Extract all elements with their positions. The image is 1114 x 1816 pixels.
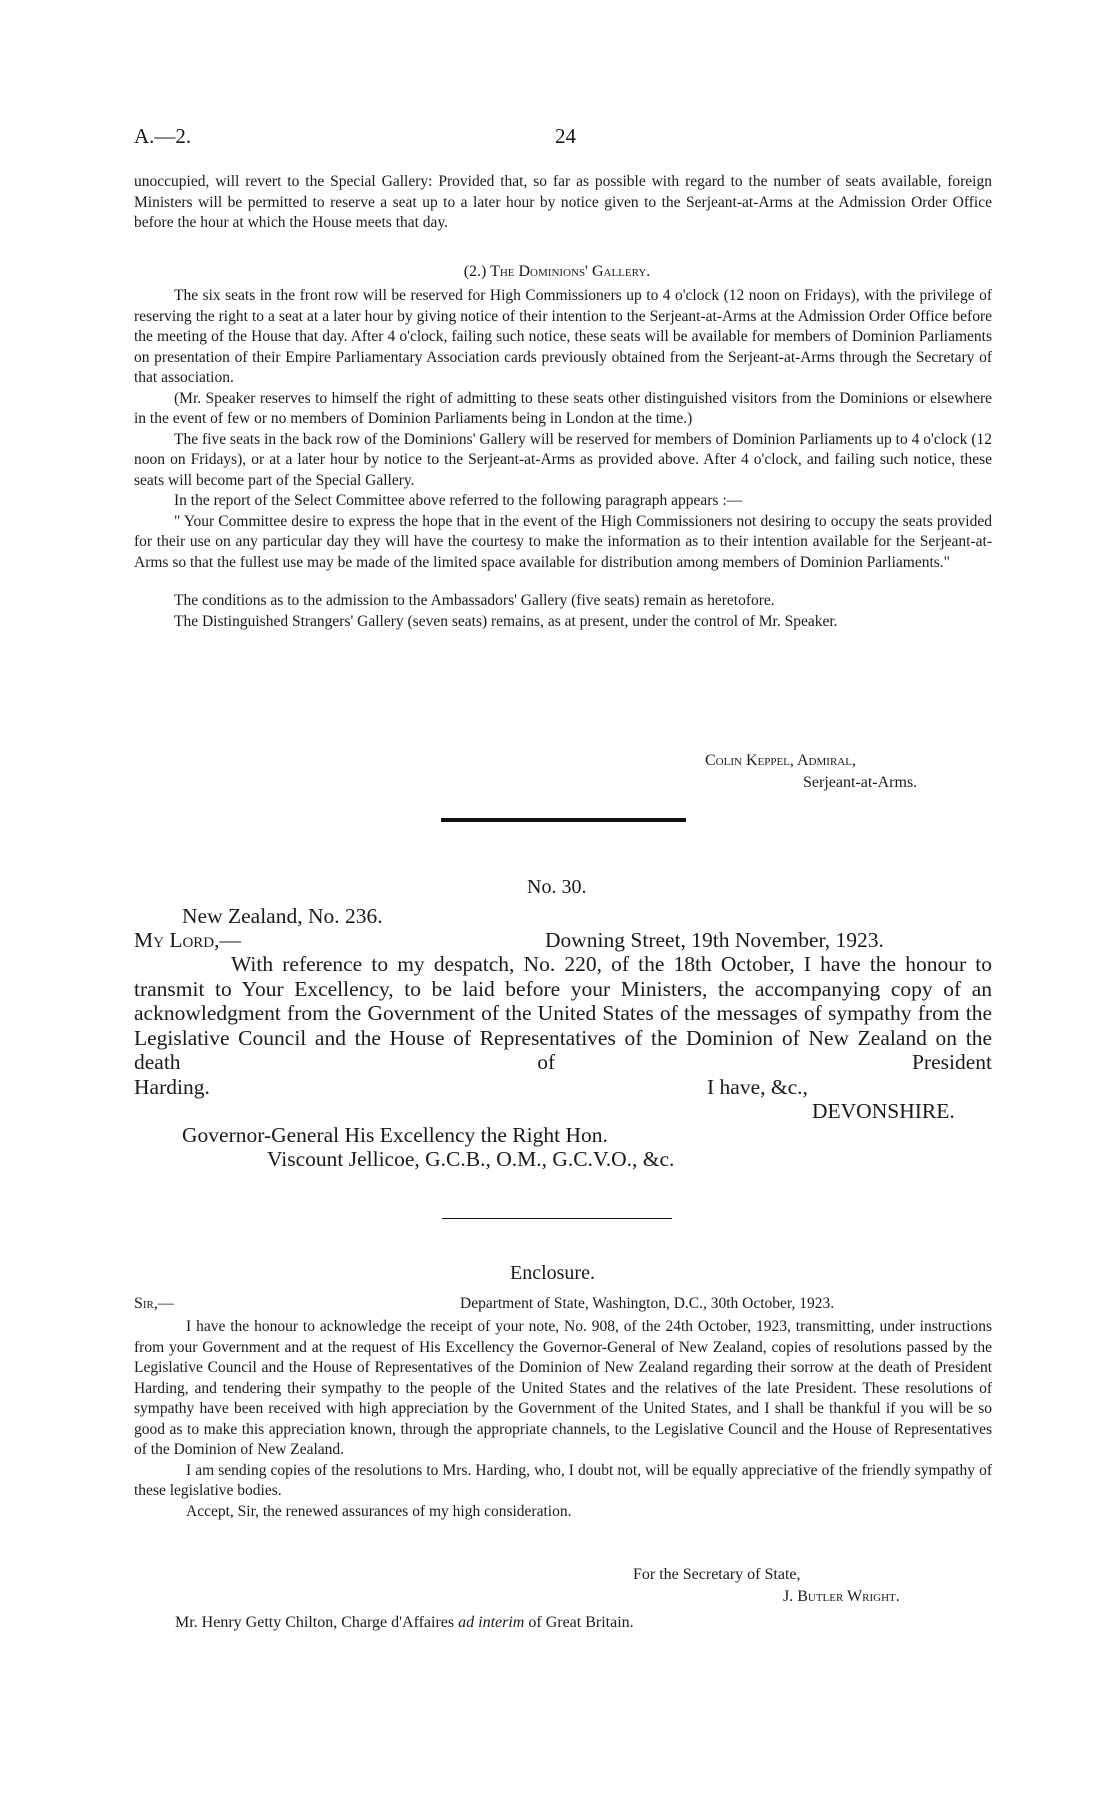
despatch-body — [134, 952, 992, 1075]
despatch-addressee-1: Governor-General His Excellency the Right Hon. — [182, 1123, 608, 1147]
paragraph: (Mr. Speaker reserves to himself the right of admitting to these seats other distinguished visitors from the Dominions or elsewhere in the event of few or no members of Dominion Parliaments being in London at the time.) — [134, 389, 992, 427]
series-code: A.—2. — [134, 124, 192, 148]
despatch-reference: New Zealand, No. 236. — [182, 904, 383, 928]
paragraph: I have the honour to acknowledge the receipt of your note, No. 908, of the 24th October, 1923, transmitting, under instructions from your Government and at the request of His Excellency the Governor-General of New Zealand, copies of resolutions passed by the Legislative Council and the House of Representatives of the Dominion of New Zealand regarding their sorrow at the death of President Harding, and tendering their sympathy to the people of the United States and the relatives of the late President. These resolutions of sympathy have been received with high appreciation by the Government of the United States, and I shall be thankful if you will be so good as to make this appreciation known, through the appropriate channels, to the Legislative Council and the House of Representatives of the Dominion of New Zealand. — [134, 1318, 992, 1458]
paragraph: In the report of the Select Committee above referred to the following paragraph appears :— — [174, 492, 743, 509]
despatch-body-end: Harding. — [134, 1075, 210, 1099]
despatch-signatory: DEVONSHIRE. — [812, 1099, 955, 1123]
paragraph: The conditions as to the admission to the Ambassadors' Gallery (five seats) remain as heretofore. — [174, 592, 775, 609]
paragraph: Accept, Sir, the renewed assurances of my high consideration. — [186, 1502, 572, 1520]
enclosure-salutation: Sir,— — [134, 1295, 174, 1312]
enclosure-place-date: Department of State, Washington, D.C., 30th October, 1923. — [460, 1295, 835, 1312]
quotation: " Your Committee desire to express the hope that in the event of the High Commissioners not desiring to occupy the seats provided for their use on any particular day they will have the courtesy to make the information as to their intention available for the Serjeant-at-Arms so that the fullest use may be made of the limited space available for distribution among members of Dominion Parliaments." — [134, 512, 992, 571]
despatch-place-date: Downing Street, 19th November, 1923. — [545, 928, 884, 952]
signature-name: Colin Keppel, Admiral, — [705, 752, 856, 769]
enclosure-heading: Enclosure. — [510, 1262, 595, 1284]
addressee-text: Mr. Henry Getty Chilton, Charge d'Affaires — [175, 1614, 459, 1631]
section-divider — [442, 1218, 672, 1219]
paragraph: I am sending copies of the resolutions to Mrs. Harding, who, I doubt not, will be equally appreciative of the friendly sympathy of these legislative bodies. — [134, 1461, 992, 1499]
despatch-number: No. 30. — [527, 876, 587, 898]
paragraph: With reference to my despatch, No. 220, of the 18th October, I have the honour to transmit to Your Excellency, to be laid before your Ministers, the accompanying copy of an acknowledgment from the Government of the United States of the messages of sympathy from the Legislative Council and the House of Representatives of the Dominion of New Zealand on the death of President — [134, 952, 992, 1074]
paragraph: The five seats in the back row of the Dominions' Gallery will be reserved for members of Dominion Parliaments up to 4 o'clock (12 noon on Fridays), or at a later hour by notice to the Serjeant-at-Arms as provided above. After 4 o'clock, and failing such notice, these seats will become part of the Special Gallery. — [134, 430, 992, 489]
continued-paragraph — [134, 172, 992, 234]
addressee-italic: ad interim — [458, 1614, 525, 1631]
despatch-addressee-2: Viscount Jellicoe, G.C.B., O.M., G.C.V.O., &c. — [267, 1147, 675, 1171]
despatch-salutation: My Lord,— — [134, 928, 242, 952]
section-divider — [441, 818, 686, 822]
addressee-text: of Great Britain. — [524, 1614, 634, 1631]
signature-title: Serjeant-at-Arms. — [803, 774, 918, 791]
enclosure-addressee — [175, 1614, 634, 1632]
dominions-gallery-text — [134, 286, 992, 632]
enclosure-body — [134, 1317, 992, 1522]
section-heading: (2.) The Dominions' Gallery. — [463, 263, 651, 280]
paragraph: The six seats in the front row will be reserved for High Commissioners up to 4 o'clock (12 noon on Fridays), with the privilege of reserving the right to a seat at a later hour by giving notice of their intention to the Serjeant-at-Arms at the Admission Order Office before the meeting of the House that day. After 4 o'clock, failing such notice, these seats will be available for members of Dominion Parliaments on presentation of their Empire Parliamentary Association cards previously obtained from the Serjeant-at-Arms through the Secretary of that association. — [134, 287, 992, 386]
paragraph: The Distinguished Strangers' Gallery (seven seats) remains, as at present, under the control of Mr. Speaker. — [174, 612, 838, 630]
paragraph: unoccupied, will revert to the Special Gallery: Provided that, so far as possible with regard to the number of seats available, foreign Ministers will be permitted to reserve a seat up to a later hour by notice given to the Serjeant-at-Arms at the Admission Order Office before the hour at which the House meets that day. — [134, 173, 992, 231]
enclosure-signatory: J. Butler Wright. — [783, 1588, 900, 1605]
enclosure-signoff: For the Secretary of State, — [633, 1566, 801, 1583]
page-number: 24 — [555, 124, 576, 148]
despatch-closing: I have, &c., — [707, 1075, 808, 1099]
